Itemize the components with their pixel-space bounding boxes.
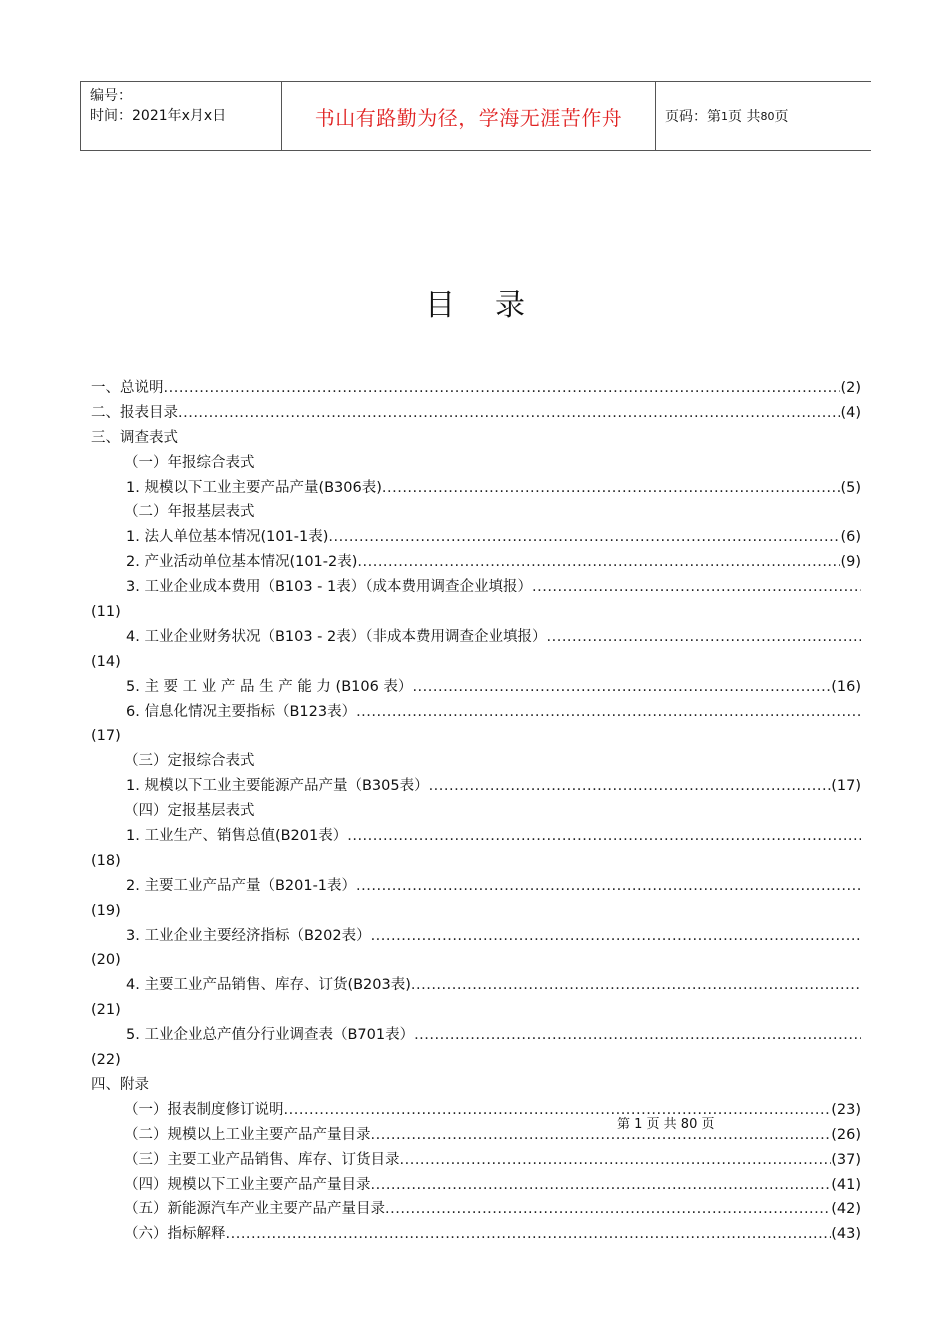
- toc-entry-label: （二）年报基层表式: [124, 504, 255, 521]
- toc-entry-page: (26): [831, 1126, 861, 1143]
- title-char-1: 目: [425, 288, 455, 323]
- toc-leader-dots: [284, 1098, 832, 1123]
- toc-leader-dots: [382, 476, 841, 501]
- toc-entry-page: (9): [840, 554, 861, 571]
- toc-leader-dots: [385, 1197, 831, 1222]
- toc-entry[interactable]: [91, 1222, 861, 1247]
- toc-leader-dots: [356, 874, 861, 899]
- toc-leader-dots: [371, 1173, 832, 1198]
- toc-entry-label: 4. 主要工业产品销售、库存、订货(B203表): [126, 977, 411, 994]
- toc-entry-label: （一）报表制度修订说明: [124, 1101, 284, 1118]
- toc-leader-dots: [429, 774, 832, 799]
- toc-entry-label: （四）定报基层表式: [124, 803, 255, 820]
- toc-entry-label: 1. 工业生产、销售总值(B201表）: [126, 828, 348, 845]
- toc-entry-label: （三）定报综合表式: [124, 753, 255, 770]
- toc-leader-dots: [411, 973, 861, 998]
- toc-entry-wrapped-page: [91, 899, 861, 924]
- motto-text: 书山有路勤为径，学海无涯苦作舟: [314, 105, 623, 130]
- toc-leader-dots: [164, 376, 841, 401]
- toc-entry-page: (2): [840, 380, 861, 396]
- toc-entry-label: 3. 工业企业成本费用（B103 - 1表）（成本费用调查企业填报）: [126, 579, 532, 596]
- toc-entry-wrapped-page: [91, 600, 861, 625]
- toc-entry-page: (14): [91, 653, 121, 670]
- toc-entry[interactable]: [91, 973, 861, 998]
- toc-entry-label: 三、调查表式: [91, 429, 178, 446]
- toc-entry[interactable]: [91, 749, 861, 774]
- toc-entry-page: (37): [831, 1151, 861, 1168]
- toc-leader-dots: [547, 625, 862, 650]
- toc-leader-dots: [371, 924, 861, 949]
- toc-entry[interactable]: [91, 376, 861, 401]
- toc-entry[interactable]: [91, 451, 861, 476]
- toc-entry-label: 5. 工业企业总产值分行业调查表（B701表）: [126, 1027, 415, 1044]
- toc-entry[interactable]: [91, 1173, 861, 1198]
- toc-entry-wrapped-page: [91, 1048, 861, 1073]
- toc-entry-page: (6): [840, 529, 861, 546]
- toc-entry[interactable]: [91, 799, 861, 824]
- toc-entry-label: （二）规模以上工业主要产品产量目录: [124, 1126, 371, 1143]
- toc-entry-page: (43): [831, 1226, 861, 1243]
- toc-entry[interactable]: [91, 500, 861, 525]
- toc-entry-label: 一、总说明: [91, 380, 164, 396]
- toc-entry-label: 1. 规模以下工业主要产品产量(B306表): [126, 479, 382, 496]
- toc-entry-page: (22): [91, 1052, 121, 1069]
- toc-entry-label: 1. 法人单位基本情况(101-1表): [126, 529, 329, 546]
- toc-leader-dots: [226, 1222, 832, 1247]
- time-label: 时间：2021年x月x日: [90, 108, 227, 124]
- toc-entry-label: 四、附录: [91, 1076, 149, 1093]
- page-number-cell: [656, 82, 871, 150]
- header-info-cell: [81, 82, 282, 150]
- toc-entry-label: 4. 工业企业财务状况（B103 - 2表）（非成本费用调查企业填报）: [126, 628, 547, 645]
- toc-entry[interactable]: [91, 401, 861, 426]
- toc-entry[interactable]: [91, 700, 861, 725]
- table-of-contents: [91, 376, 861, 1247]
- toc-entry[interactable]: [91, 774, 861, 799]
- title-char-2: 录: [495, 288, 525, 323]
- toc-leader-dots: [347, 824, 861, 849]
- toc-entry[interactable]: [91, 924, 861, 949]
- toc-entry-label: 2. 主要工业产品产量（B201-1表）: [126, 877, 357, 894]
- toc-entry-label: 2. 产业活动单位基本情况(101-2表): [126, 554, 358, 571]
- toc-entry[interactable]: [91, 1023, 861, 1048]
- toc-entry[interactable]: [91, 476, 861, 501]
- toc-entry-wrapped-page: [91, 948, 861, 973]
- toc-entry[interactable]: [91, 824, 861, 849]
- header-table: [80, 81, 871, 151]
- toc-entry-label: （四）规模以下工业主要产品产量目录: [124, 1176, 371, 1193]
- page-current: 1: [721, 109, 728, 123]
- toc-entry-wrapped-page: [91, 998, 861, 1023]
- toc-entry-label: （三）主要工业产品销售、库存、订货目录: [124, 1151, 400, 1168]
- toc-entry-page: (17): [91, 728, 121, 745]
- number-label: 编号：: [90, 88, 132, 104]
- toc-entry-label: 二、报表目录: [91, 404, 178, 421]
- toc-leader-dots: [400, 1148, 832, 1173]
- toc-entry[interactable]: [91, 525, 861, 550]
- toc-entry[interactable]: [91, 575, 861, 600]
- toc-entry-wrapped-page: [91, 650, 861, 675]
- toc-entry-page: (17): [831, 778, 861, 795]
- toc-entry[interactable]: [91, 874, 861, 899]
- page-suffix: 页: [774, 109, 789, 125]
- toc-entry-label: 6. 信息化情况主要指标（B123表）: [126, 703, 357, 720]
- toc-entry[interactable]: [91, 1073, 861, 1098]
- toc-entry-page: (21): [91, 1002, 121, 1019]
- toc-entry-label: （五）新能源汽车产业主要产品产量目录: [124, 1201, 385, 1218]
- toc-entry-label: 3. 工业企业主要经济指标（B202表）: [126, 927, 371, 944]
- toc-leader-dots: [328, 525, 840, 550]
- page-prefix: 页码：第: [665, 109, 721, 125]
- footer-page-number: 第 1 页 共 80 页: [617, 1117, 715, 1132]
- toc-leader-dots: [412, 675, 831, 700]
- toc-entry-page: (16): [831, 678, 861, 695]
- toc-entry[interactable]: [91, 1123, 861, 1148]
- page-title: [0, 280, 950, 324]
- toc-entry[interactable]: [91, 1197, 861, 1222]
- toc-entry-page: (20): [91, 952, 121, 969]
- toc-entry-page: (42): [831, 1201, 861, 1218]
- toc-entry-page: (11): [91, 604, 121, 621]
- toc-entry[interactable]: [91, 625, 861, 650]
- toc-entry[interactable]: [91, 426, 861, 451]
- motto-cell: [282, 82, 656, 150]
- toc-leader-dots: [532, 575, 861, 600]
- toc-entry-wrapped-page: [91, 724, 861, 749]
- toc-entry-page: (19): [91, 902, 121, 919]
- page-total: 80: [760, 109, 775, 123]
- toc-leader-dots: [414, 1023, 861, 1048]
- toc-leader-dots: [357, 550, 840, 575]
- toc-entry-page: (41): [831, 1176, 861, 1193]
- toc-entry-page: (5): [840, 479, 861, 496]
- toc-entry[interactable]: [91, 675, 861, 700]
- toc-entry[interactable]: [91, 1098, 861, 1123]
- toc-leader-dots: [178, 401, 840, 426]
- toc-entry-wrapped-page: [91, 849, 861, 874]
- toc-entry-label: 1. 规模以下工业主要能源产品产量（B305表）: [126, 778, 429, 795]
- toc-entry-page: (18): [91, 852, 121, 869]
- toc-entry-page: (23): [831, 1101, 861, 1118]
- toc-entry-label: （六）指标解释: [124, 1226, 226, 1243]
- toc-leader-dots: [371, 1123, 832, 1148]
- toc-leader-dots: [356, 700, 861, 725]
- toc-entry-page: (4): [840, 404, 861, 421]
- page-mid: 页 共: [728, 109, 761, 125]
- toc-entry[interactable]: [91, 550, 861, 575]
- toc-entry[interactable]: [91, 1148, 861, 1173]
- toc-entry-label: 5. 主 要 工 业 产 品 生 产 能 力 (B106 表）: [126, 678, 413, 695]
- toc-entry-label: （一）年报综合表式: [124, 454, 255, 471]
